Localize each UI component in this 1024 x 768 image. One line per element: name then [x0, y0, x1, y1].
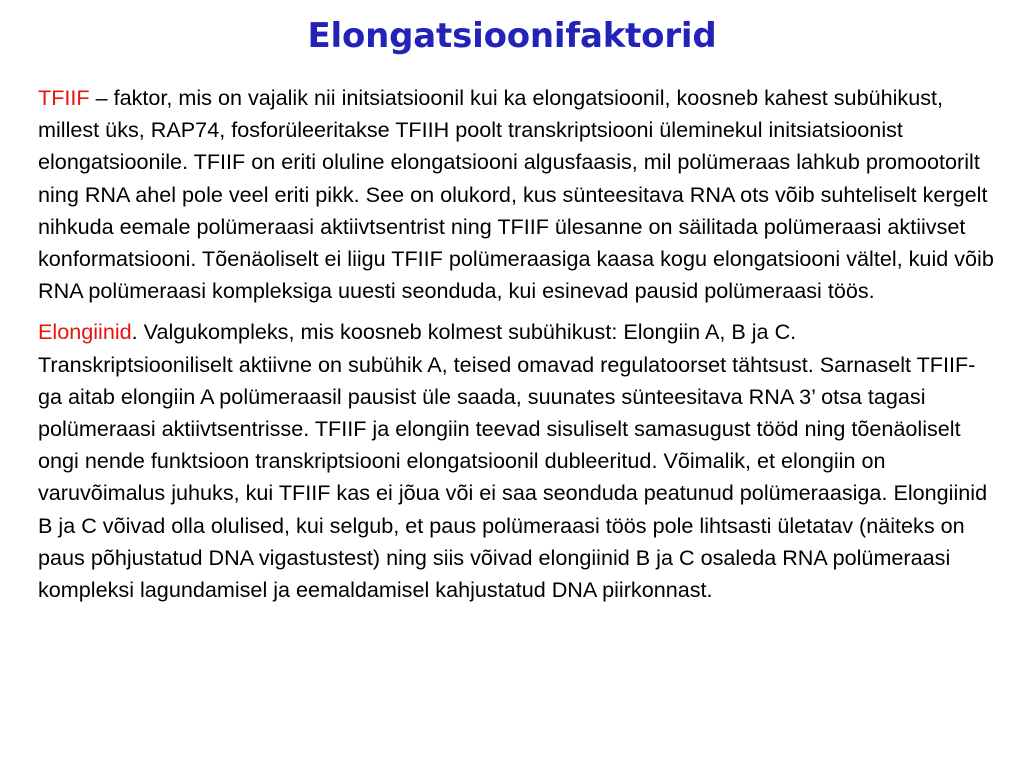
- term-tfiif: TFIIF: [38, 85, 90, 110]
- paragraph-elongiinid-text: . Valgukompleks, mis koosneb kolmest subühikust: Elongiin A, B ja C. Transkriptsiooniliselt aktiivne on subühik A, teised omavad regulatoorset tähtsust. Sarnaselt TFIIF-ga aitab elongiin A polümeraasil pausist üle saada, suunates sünteesitava RNA 3’ otsa tagasi polümeraasi aktiivtsentrisse. TFIIF ja elongiin teevad sisuliselt samasugust tööd ning tõenäoliselt ongi nende funktsioon transkriptsiooni elongatsioonil dubleeritud. Võimalik, et elongiin on varuvõimalus juhuks, kui TFIIF kas ei jõua või ei saa seonduda peatunud polümeraasiga. Elongiinid B ja C võivad olla olulised, kui selgub, et paus polümeraasi töös pole lihtsasti ületatav (näiteks on paus põhjustatud DNA vigastustest) ning siis võivad elongiinid B ja C osaleda RNA polümeraasi kompleksi lagundamisel ja eemaldamisel kahjustatud DNA piirkonnast.: [38, 319, 988, 603]
- paragraph-tfiif-text: – faktor, mis on vajalik nii initsiatsioonil kui ka elongatsioonil, koosneb kahest subühikust, millest üks, RAP74, fosforüleeritakse TFIIH poolt transkriptsiooni üleminekul initsiatsioonist elongatsioonile. TFIIF on eriti oluline elongatsiooni algusfaasis, mil polümeraas lahkub promootorilt ning RNA ahel pole veel eriti pikk. See on olukord, kus sünteesitava RNA ots võib suhteliselt kergelt nihkuda eemale polümeraasi aktiivtsentrist ning TFIIF ülesanne on säilitada polümeraasi aktiivset konformatsiooni. Tõenäoliselt ei liigu TFIIF polümeraasiga kaasa kogu elongatsiooni vältel, kuid võib RNA polümeraasi kompleksiga uuesti seonduda, kui esinevad pausid polümeraasi töös.: [38, 85, 994, 304]
- slide-title: Elongatsioonifaktorid: [307, 16, 717, 56]
- paragraph-tfiif: [38, 82, 996, 307]
- term-elongiinid: Elongiinid: [38, 319, 132, 345]
- slide-body: [38, 82, 996, 606]
- paragraph-elongiinid: [38, 316, 996, 606]
